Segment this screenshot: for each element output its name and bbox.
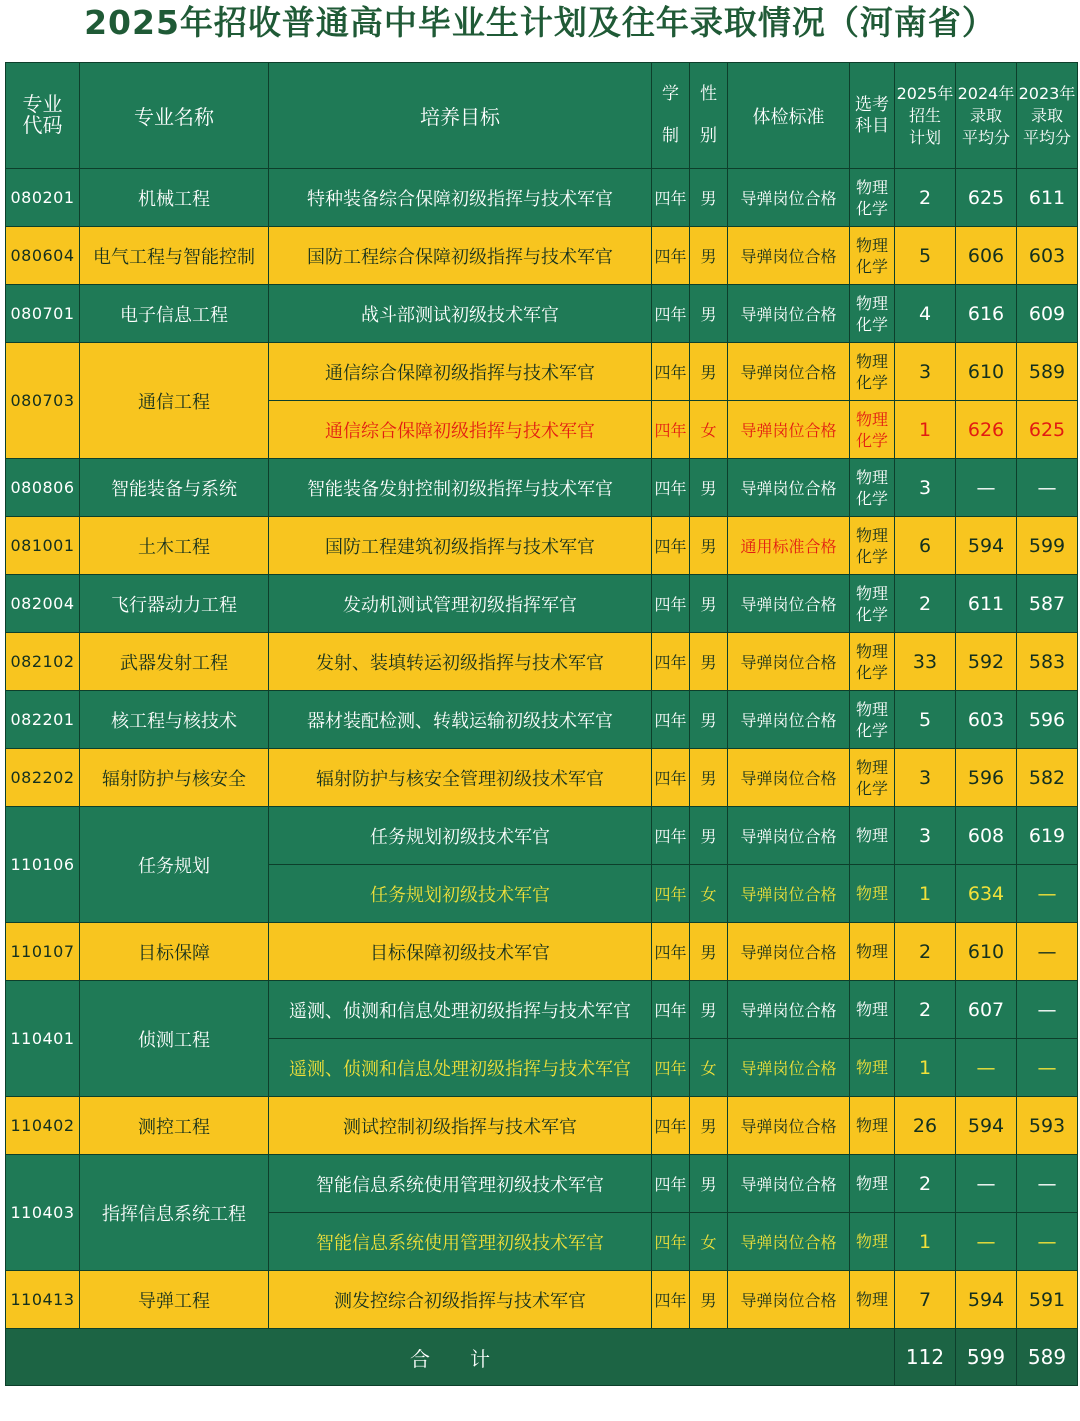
length-cell: 四年 <box>652 1213 690 1271</box>
length-cell: 四年 <box>652 343 690 401</box>
plan-cell: 1 <box>895 1213 956 1271</box>
physical-standard-cell: 导弹岗位合格 <box>728 1213 850 1271</box>
table-row <box>6 691 1078 749</box>
score-2023-cell: — <box>1017 865 1078 923</box>
physical-standard-cell: 导弹岗位合格 <box>728 981 850 1039</box>
subject-cell: 物理 化学 <box>850 633 895 691</box>
header-sex: 性 别 <box>690 63 728 169</box>
goal-cell: 特种装备综合保障初级指挥与技术军官 <box>269 169 652 227</box>
goal-cell: 辐射防护与核安全管理初级技术军官 <box>269 749 652 807</box>
sex-cell: 男 <box>690 517 728 575</box>
table-row <box>6 749 1078 807</box>
score-2024-cell: 606 <box>956 227 1017 285</box>
physical-standard-cell: 导弹岗位合格 <box>728 459 850 517</box>
length-cell: 四年 <box>652 1039 690 1097</box>
goal-cell: 任务规划初级技术军官 <box>269 807 652 865</box>
goal-cell: 测试控制初级指挥与技术军官 <box>269 1097 652 1155</box>
length-cell: 四年 <box>652 1097 690 1155</box>
subject-cell: 物理 <box>850 1097 895 1155</box>
score-2023-cell: — <box>1017 1039 1078 1097</box>
major-name-cell: 电气工程与智能控制 <box>80 227 269 285</box>
table-row <box>6 285 1078 343</box>
table-row <box>6 923 1078 981</box>
score-2023-cell: 591 <box>1017 1271 1078 1329</box>
subject-cell: 物理 <box>850 865 895 923</box>
length-cell: 四年 <box>652 517 690 575</box>
score-2024-cell: — <box>956 1213 1017 1271</box>
goal-cell: 国防工程综合保障初级指挥与技术军官 <box>269 227 652 285</box>
total-score-2024: 599 <box>956 1329 1017 1386</box>
score-2023-cell: — <box>1017 923 1078 981</box>
length-cell: 四年 <box>652 691 690 749</box>
length-cell: 四年 <box>652 575 690 633</box>
major-name-cell: 指挥信息系统工程 <box>80 1155 269 1271</box>
code-cell: 082202 <box>6 749 80 807</box>
plan-cell: 2 <box>895 981 956 1039</box>
admission-table <box>5 62 1078 1386</box>
physical-standard-cell: 导弹岗位合格 <box>728 1097 850 1155</box>
length-cell: 四年 <box>652 169 690 227</box>
plan-cell: 3 <box>895 343 956 401</box>
score-2023-cell: 587 <box>1017 575 1078 633</box>
sex-cell: 男 <box>690 1097 728 1155</box>
sex-cell: 男 <box>690 633 728 691</box>
length-cell: 四年 <box>652 1271 690 1329</box>
subject-cell: 物理 化学 <box>850 169 895 227</box>
code-cell: 080201 <box>6 169 80 227</box>
physical-standard-cell: 导弹岗位合格 <box>728 865 850 923</box>
sex-cell: 男 <box>690 459 728 517</box>
length-cell: 四年 <box>652 807 690 865</box>
table-row <box>6 1271 1078 1329</box>
score-2023-cell: 603 <box>1017 227 1078 285</box>
score-2023-cell: 589 <box>1017 343 1078 401</box>
physical-standard-cell: 导弹岗位合格 <box>728 691 850 749</box>
physical-standard-cell: 导弹岗位合格 <box>728 1271 850 1329</box>
score-2024-cell: 608 <box>956 807 1017 865</box>
code-cell: 081001 <box>6 517 80 575</box>
score-2024-cell: 607 <box>956 981 1017 1039</box>
plan-cell: 5 <box>895 227 956 285</box>
table-header <box>6 63 1078 169</box>
code-cell: 082004 <box>6 575 80 633</box>
plan-cell: 1 <box>895 1039 956 1097</box>
header-physical: 体检标准 <box>728 63 850 169</box>
plan-cell: 33 <box>895 633 956 691</box>
score-2024-cell: — <box>956 1039 1017 1097</box>
major-name-cell: 测控工程 <box>80 1097 269 1155</box>
header-plan: 2025年 招生 计划 <box>895 63 956 169</box>
table-row <box>6 1155 1078 1213</box>
score-2024-cell: — <box>956 1155 1017 1213</box>
header-subject: 选考 科目 <box>850 63 895 169</box>
score-2024-cell: 625 <box>956 169 1017 227</box>
major-name-cell: 电子信息工程 <box>80 285 269 343</box>
major-name-cell: 飞行器动力工程 <box>80 575 269 633</box>
table-row <box>6 575 1078 633</box>
plan-cell: 7 <box>895 1271 956 1329</box>
total-plan: 112 <box>895 1329 956 1386</box>
sex-cell: 男 <box>690 285 728 343</box>
sex-cell: 女 <box>690 1039 728 1097</box>
length-cell: 四年 <box>652 633 690 691</box>
code-cell: 080703 <box>6 343 80 459</box>
physical-standard-cell: 导弹岗位合格 <box>728 401 850 459</box>
physical-standard-cell: 导弹岗位合格 <box>728 1155 850 1213</box>
goal-cell: 目标保障初级技术军官 <box>269 923 652 981</box>
physical-standard-cell: 通用标准合格 <box>728 517 850 575</box>
score-2023-cell: 596 <box>1017 691 1078 749</box>
plan-cell: 2 <box>895 1155 956 1213</box>
physical-standard-cell: 导弹岗位合格 <box>728 169 850 227</box>
physical-standard-cell: 导弹岗位合格 <box>728 227 850 285</box>
sex-cell: 男 <box>690 691 728 749</box>
score-2024-cell: 634 <box>956 865 1017 923</box>
major-name-cell: 通信工程 <box>80 343 269 459</box>
length-cell: 四年 <box>652 227 690 285</box>
physical-standard-cell: 导弹岗位合格 <box>728 633 850 691</box>
subject-cell: 物理 化学 <box>850 749 895 807</box>
plan-cell: 3 <box>895 459 956 517</box>
goal-cell: 发射、装填转运初级指挥与技术军官 <box>269 633 652 691</box>
sex-cell: 男 <box>690 1155 728 1213</box>
subject-cell: 物理 化学 <box>850 401 895 459</box>
code-cell: 110403 <box>6 1155 80 1271</box>
score-2023-cell: — <box>1017 1155 1078 1213</box>
length-cell: 四年 <box>652 401 690 459</box>
sex-cell: 男 <box>690 575 728 633</box>
length-cell: 四年 <box>652 923 690 981</box>
code-cell: 110402 <box>6 1097 80 1155</box>
total-row <box>6 1329 1078 1386</box>
plan-cell: 2 <box>895 923 956 981</box>
score-2024-cell: 592 <box>956 633 1017 691</box>
length-cell: 四年 <box>652 981 690 1039</box>
sex-cell: 女 <box>690 401 728 459</box>
table-row <box>6 459 1078 517</box>
goal-cell: 发动机测试管理初级指挥军官 <box>269 575 652 633</box>
physical-standard-cell: 导弹岗位合格 <box>728 923 850 981</box>
goal-cell: 遥测、侦测和信息处理初级指挥与技术军官 <box>269 1039 652 1097</box>
score-2023-cell: 593 <box>1017 1097 1078 1155</box>
sex-cell: 男 <box>690 343 728 401</box>
sex-cell: 男 <box>690 749 728 807</box>
score-2023-cell: — <box>1017 1213 1078 1271</box>
subject-cell: 物理 <box>850 807 895 865</box>
goal-cell: 器材装配检测、转载运输初级技术军官 <box>269 691 652 749</box>
subject-cell: 物理 <box>850 1213 895 1271</box>
subject-cell: 物理 化学 <box>850 285 895 343</box>
physical-standard-cell: 导弹岗位合格 <box>728 343 850 401</box>
major-name-cell: 机械工程 <box>80 169 269 227</box>
goal-cell: 通信综合保障初级指挥与技术军官 <box>269 343 652 401</box>
table-row <box>6 807 1078 865</box>
major-name-cell: 核工程与核技术 <box>80 691 269 749</box>
goal-cell: 通信综合保障初级指挥与技术军官 <box>269 401 652 459</box>
subject-cell: 物理 <box>850 1271 895 1329</box>
physical-standard-cell: 导弹岗位合格 <box>728 1039 850 1097</box>
code-cell: 080806 <box>6 459 80 517</box>
table-row <box>6 1097 1078 1155</box>
major-name-cell: 导弹工程 <box>80 1271 269 1329</box>
table-row <box>6 981 1078 1039</box>
code-cell: 080604 <box>6 227 80 285</box>
score-2023-cell: 609 <box>1017 285 1078 343</box>
subject-cell: 物理 化学 <box>850 575 895 633</box>
major-name-cell: 辐射防护与核安全 <box>80 749 269 807</box>
plan-cell: 5 <box>895 691 956 749</box>
physical-standard-cell: 导弹岗位合格 <box>728 749 850 807</box>
major-name-cell: 武器发射工程 <box>80 633 269 691</box>
goal-cell: 战斗部测试初级技术军官 <box>269 285 652 343</box>
plan-cell: 2 <box>895 169 956 227</box>
header-2023: 2023年 录取 平均分 <box>1017 63 1078 169</box>
score-2023-cell: 611 <box>1017 169 1078 227</box>
plan-cell: 3 <box>895 807 956 865</box>
table-row <box>6 517 1078 575</box>
sex-cell: 男 <box>690 923 728 981</box>
code-cell: 110413 <box>6 1271 80 1329</box>
score-2024-cell: 596 <box>956 749 1017 807</box>
code-cell: 110106 <box>6 807 80 923</box>
subject-cell: 物理 化学 <box>850 227 895 285</box>
plan-cell: 4 <box>895 285 956 343</box>
physical-standard-cell: 导弹岗位合格 <box>728 285 850 343</box>
sex-cell: 男 <box>690 169 728 227</box>
subject-cell: 物理 化学 <box>850 691 895 749</box>
goal-cell: 遥测、侦测和信息处理初级指挥与技术军官 <box>269 981 652 1039</box>
subject-cell: 物理 <box>850 1039 895 1097</box>
subject-cell: 物理 化学 <box>850 459 895 517</box>
score-2023-cell: 583 <box>1017 633 1078 691</box>
length-cell: 四年 <box>652 749 690 807</box>
code-cell: 080701 <box>6 285 80 343</box>
table-row <box>6 169 1078 227</box>
subject-cell: 物理 <box>850 1155 895 1213</box>
length-cell: 四年 <box>652 285 690 343</box>
sex-cell: 男 <box>690 1271 728 1329</box>
subject-cell: 物理 <box>850 981 895 1039</box>
score-2024-cell: 626 <box>956 401 1017 459</box>
plan-cell: 6 <box>895 517 956 575</box>
score-2024-cell: 610 <box>956 343 1017 401</box>
sex-cell: 男 <box>690 981 728 1039</box>
score-2023-cell: — <box>1017 981 1078 1039</box>
length-cell: 四年 <box>652 1155 690 1213</box>
sex-cell: 男 <box>690 227 728 285</box>
goal-cell: 测发控综合初级指挥与技术军官 <box>269 1271 652 1329</box>
score-2024-cell: 594 <box>956 517 1017 575</box>
plan-cell: 26 <box>895 1097 956 1155</box>
code-cell: 082201 <box>6 691 80 749</box>
header-length: 学 制 <box>652 63 690 169</box>
total-score-2023: 589 <box>1017 1329 1078 1386</box>
subject-cell: 物理 化学 <box>850 517 895 575</box>
score-2024-cell: 611 <box>956 575 1017 633</box>
plan-cell: 1 <box>895 401 956 459</box>
goal-cell: 任务规划初级技术军官 <box>269 865 652 923</box>
code-cell: 110401 <box>6 981 80 1097</box>
score-2023-cell: 619 <box>1017 807 1078 865</box>
plan-cell: 3 <box>895 749 956 807</box>
table-row <box>6 343 1078 401</box>
score-2024-cell: — <box>956 459 1017 517</box>
score-2023-cell: 625 <box>1017 401 1078 459</box>
major-name-cell: 智能装备与系统 <box>80 459 269 517</box>
goal-cell: 智能装备发射控制初级指挥与技术军官 <box>269 459 652 517</box>
table-row <box>6 633 1078 691</box>
plan-cell: 2 <box>895 575 956 633</box>
code-cell: 082102 <box>6 633 80 691</box>
major-name-cell: 任务规划 <box>80 807 269 923</box>
subject-cell: 物理 <box>850 923 895 981</box>
sex-cell: 女 <box>690 1213 728 1271</box>
score-2024-cell: 594 <box>956 1097 1017 1155</box>
header-2024: 2024年 录取 平均分 <box>956 63 1017 169</box>
subject-cell: 物理 化学 <box>850 343 895 401</box>
major-name-cell: 土木工程 <box>80 517 269 575</box>
header-goal: 培养目标 <box>269 63 652 169</box>
major-name-cell: 侦测工程 <box>80 981 269 1097</box>
sex-cell: 男 <box>690 807 728 865</box>
score-2024-cell: 616 <box>956 285 1017 343</box>
score-2024-cell: 594 <box>956 1271 1017 1329</box>
header-name: 专业名称 <box>80 63 269 169</box>
score-2023-cell: 599 <box>1017 517 1078 575</box>
score-2024-cell: 603 <box>956 691 1017 749</box>
total-label: 合 计 <box>6 1329 895 1386</box>
code-cell: 110107 <box>6 923 80 981</box>
major-name-cell: 目标保障 <box>80 923 269 981</box>
score-2023-cell: 582 <box>1017 749 1078 807</box>
physical-standard-cell: 导弹岗位合格 <box>728 575 850 633</box>
physical-standard-cell: 导弹岗位合格 <box>728 807 850 865</box>
table-row <box>6 227 1078 285</box>
goal-cell: 智能信息系统使用管理初级技术军官 <box>269 1213 652 1271</box>
header-code: 专业 代码 <box>6 63 80 169</box>
page-title: 2025年招收普通高中毕业生计划及往年录取情况（河南省） <box>84 3 996 42</box>
score-2023-cell: — <box>1017 459 1078 517</box>
sex-cell: 女 <box>690 865 728 923</box>
length-cell: 四年 <box>652 459 690 517</box>
goal-cell: 智能信息系统使用管理初级技术军官 <box>269 1155 652 1213</box>
plan-cell: 1 <box>895 865 956 923</box>
length-cell: 四年 <box>652 865 690 923</box>
score-2024-cell: 610 <box>956 923 1017 981</box>
goal-cell: 国防工程建筑初级指挥与技术军官 <box>269 517 652 575</box>
